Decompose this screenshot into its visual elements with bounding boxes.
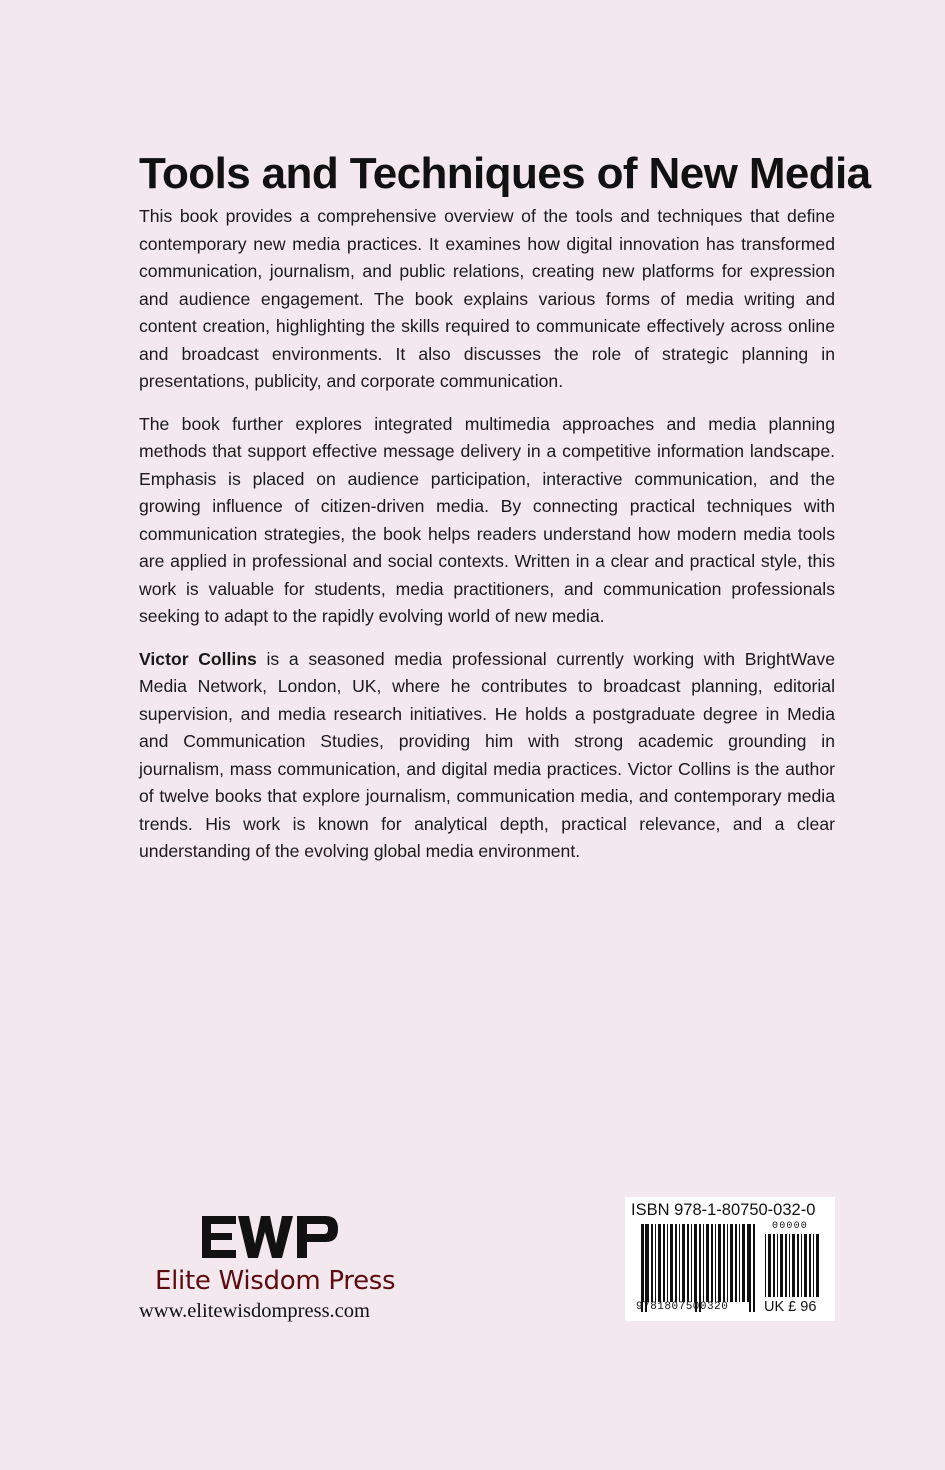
blurb-paragraph-1: This book provides a comprehensive overview of the tools and techniques that define contemporary new media practices. It examines how digital innovation has transformed communication, journalism, and public relations, creating new platforms for expression and audience engagement. The book explains various forms of media writing and content creation, highlighting the skills required to communicate effectively across online and broadcast environments. It also discusses the role of strategic planning in presentations, publicity, and corporate communication.	[139, 206, 835, 391]
barcode-bar	[792, 1234, 795, 1297]
barcode-bar	[727, 1224, 728, 1302]
isbn-label: ISBN 978-1-80750-032-0	[631, 1201, 816, 1219]
barcode-guard-bar	[749, 1224, 751, 1312]
barcode-bar	[655, 1224, 656, 1302]
barcode-bar	[718, 1224, 721, 1302]
barcode-bar	[765, 1234, 766, 1297]
barcode-bar	[813, 1234, 814, 1297]
barcode-bar	[785, 1234, 787, 1297]
barcode-bar	[711, 1224, 713, 1302]
barcode-guard-bar	[753, 1224, 755, 1312]
barcode-bar	[691, 1224, 692, 1302]
blurb-paragraph-2: The book further explores integrated multimedia approaches and media planning methods that support effective message delivery in a competitive information landscape. Emphasis is placed on audience participation, interactive communication, and the growing influence of citizen-driven media. By connecting practical techniques with communication strategies, the book helps readers understand how modern media tools are applied in professional and social contexts. Written in a clear and practical style, this work is valuable for students, media practitioners, and communication professionals seeking to adapt to the rapidly evolving world of new media.	[139, 413, 835, 626]
barcode-bar	[706, 1224, 709, 1302]
author-name: Victor Collins	[139, 648, 257, 669]
barcode-addon-digits: 00000	[772, 1221, 809, 1232]
barcode-guard-bar	[695, 1224, 697, 1312]
barcode-bar	[687, 1224, 689, 1302]
barcode-bar	[723, 1224, 725, 1302]
barcode-bar	[667, 1224, 668, 1302]
barcode-guard-bar	[641, 1224, 643, 1312]
barcode-bar	[658, 1224, 661, 1302]
barcode-guard-bar	[699, 1224, 701, 1312]
barcode-bar	[735, 1224, 737, 1302]
barcode-bar	[804, 1234, 807, 1297]
barcode-bar	[797, 1234, 799, 1297]
ewp-logo-mark	[202, 1212, 342, 1260]
barcode-digits: 9781807500320	[636, 1301, 729, 1313]
barcode-bar	[816, 1234, 819, 1297]
blurb	[139, 203, 835, 881]
barcode-bar	[777, 1234, 778, 1297]
barcode-bar	[773, 1234, 775, 1297]
publisher-name: Elite Wisdom Press	[155, 1266, 396, 1296]
barcode-bar	[809, 1234, 811, 1297]
barcode-bar	[789, 1234, 790, 1297]
barcode-bar	[730, 1224, 733, 1302]
barcode-bar	[780, 1234, 783, 1297]
barcode-bar	[742, 1224, 745, 1302]
barcode-bar	[663, 1224, 665, 1302]
barcode-bar	[715, 1224, 716, 1302]
barcode-bar	[739, 1224, 740, 1302]
isbn-barcode	[625, 1197, 835, 1321]
publisher-url: www.elitewisdompress.com	[139, 1300, 370, 1322]
author-bio-text: is a seasoned media professional currently working with BrightWave Media Network, London, UK, where he contributes to broadcast planning, editorial supervision, and media research initiatives. He holds a postgraduate degree in Media and Communication Studies, providing him with strong academic grounding in journalism, mass communication, and digital media practices. Victor Collins is the author of twelve books that explore journalism, communication media, and contemporary media trends. His work is known for analytical depth, practical relevance, and a clear understanding of the evolving global media environment.	[139, 648, 835, 861]
barcode-bar	[675, 1224, 677, 1302]
barcode-bar	[643, 1224, 644, 1302]
barcode-bar	[679, 1224, 680, 1302]
barcode-bar	[703, 1224, 704, 1302]
barcode-guard-bar	[645, 1224, 647, 1312]
price-label: UK £ 96	[764, 1299, 817, 1315]
barcode-bar	[801, 1234, 802, 1297]
book-title: Tools and Techniques of New Media	[139, 149, 871, 198]
author-bio	[139, 646, 835, 866]
barcode-bar	[768, 1234, 771, 1297]
barcode-bar	[670, 1224, 673, 1302]
barcode-bar	[682, 1224, 685, 1302]
barcode-bar	[651, 1224, 653, 1302]
barcode-bar	[747, 1224, 749, 1302]
